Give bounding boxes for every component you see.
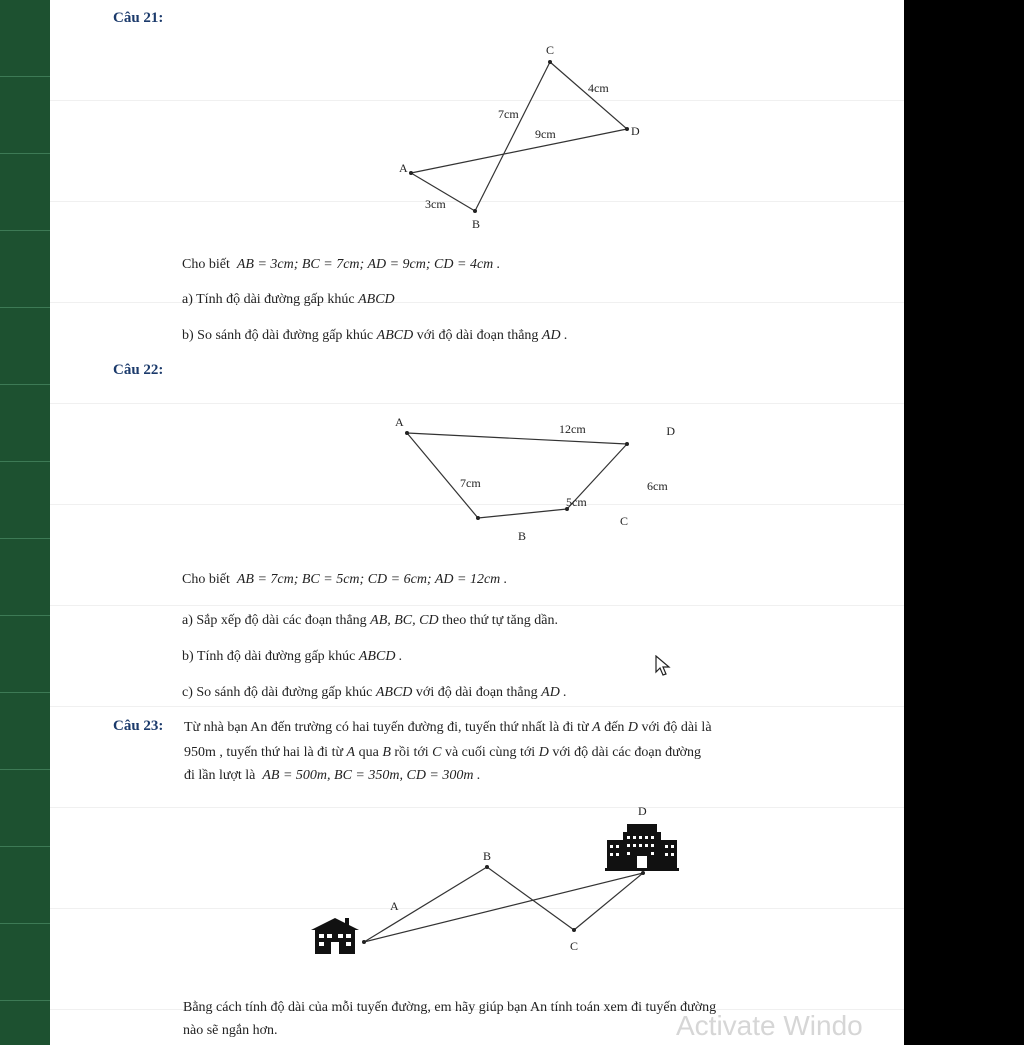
- q22-label-b: B: [518, 529, 527, 543]
- q21-point-b: [473, 209, 477, 213]
- q21-part-b: b) So sánh độ dài đường gấp khúc ABCD với độ dài đoạn thẳng AD .: [182, 328, 568, 343]
- q22-len-bc: 5cm: [566, 495, 587, 509]
- q22-figure: [380, 410, 680, 550]
- worksheet-page: [50, 0, 904, 1045]
- q22-part-a: a) Sắp xếp độ dài các đoạn thẳng AB, BC, CD theo thứ tự tăng dần.: [182, 613, 558, 628]
- q23-seg-ab: [364, 867, 487, 942]
- q21-seg-cd: [550, 62, 627, 129]
- q23-point-c: [572, 928, 576, 932]
- q22-seg-ad: [407, 433, 627, 444]
- q22-point-d: [625, 442, 629, 446]
- q23-label-d: D: [638, 804, 647, 818]
- q23-closing-line2: nào sẽ ngắn hơn.: [183, 1023, 278, 1038]
- q22-label-a: A: [395, 415, 404, 429]
- q23-label-c: C: [570, 939, 579, 953]
- q23-label-a: A: [390, 899, 399, 913]
- q21-point-d: [625, 127, 629, 131]
- q23-closing-line1: Bằng cách tính độ dài của mỗi tuyến đường, em hãy giúp bạn An tính toán xem đi tuyến đường: [183, 1000, 717, 1015]
- black-margin: [904, 0, 1024, 1045]
- q21-point-a: [409, 171, 413, 175]
- q21-len-cd: 4cm: [588, 81, 609, 95]
- q23-line3: đi lần lượt là AB = 500m, BC = 350m, CD = 300m .: [184, 768, 481, 783]
- q22-part-b: b) Tính độ dài đường gấp khúc ABCD .: [182, 649, 403, 664]
- q23-point-a: [362, 940, 366, 944]
- q23-point-d: [641, 871, 645, 875]
- q23-heading: Câu 23:: [113, 718, 164, 734]
- q21-len-ad: 9cm: [535, 127, 556, 141]
- q23-seg-bc: [487, 867, 574, 930]
- school-icon: [605, 824, 679, 871]
- chalkboard-strip: [0, 0, 50, 1045]
- q21-len-ab: 3cm: [425, 197, 446, 211]
- q22-len-ad: 12cm: [559, 422, 586, 436]
- q21-figure: [390, 40, 650, 240]
- q23-line2: 950m , tuyến thứ hai là đi từ A qua B rồi tới C và cuối cùng tới D với độ dài các đoạn đường: [184, 745, 702, 760]
- q22-point-a: [405, 431, 409, 435]
- q21-label-a: A: [399, 161, 408, 175]
- q22-given-math: AB = 7cm; BC = 5cm; CD = 6cm; AD = 12cm .: [236, 572, 508, 587]
- q21-label-d: D: [631, 124, 640, 138]
- q21-label-c: C: [546, 43, 555, 57]
- q21-len-bc: 7cm: [498, 107, 519, 121]
- q22-given: Cho biết AB = 7cm; BC = 5cm; CD = 6cm; AD = 12cm .: [182, 572, 508, 587]
- mouse-cursor-icon: [655, 655, 673, 679]
- q21-given: Cho biết AB = 3cm; BC = 7cm; AD = 9cm; CD = 4cm .: [182, 257, 501, 272]
- q22-seg-bc: [478, 509, 567, 518]
- q22-part-c: c) So sánh độ dài đường gấp khúc ABCD với độ dài đoạn thẳng AD .: [182, 685, 567, 700]
- q21-part-a: a) Tính độ dài đường gấp khúc ABCD: [182, 292, 395, 307]
- q22-label-d: D: [666, 424, 675, 438]
- q22-heading: Câu 22:: [113, 362, 164, 378]
- q21-label-b: B: [472, 217, 481, 231]
- q22-len-cd: 6cm: [647, 479, 668, 493]
- q21-point-c: [548, 60, 552, 64]
- q21-heading: Câu 21:: [113, 10, 164, 26]
- q21-seg-ad: [411, 129, 627, 173]
- q23-line1: Từ nhà bạn An đến trường có hai tuyến đường đi, tuyến thứ nhất là đi từ A đến D với độ dài là: [184, 720, 712, 735]
- q22-point-b: [476, 516, 480, 520]
- q23-point-b: [485, 865, 489, 869]
- activate-windows-watermark: Activate Windo: [676, 1010, 863, 1041]
- q22-len-ab: 7cm: [460, 476, 481, 490]
- house-icon: [311, 918, 359, 954]
- q21-given-math: AB = 3cm; BC = 7cm; AD = 9cm; CD = 4cm .: [236, 257, 501, 272]
- q22-label-c: C: [620, 514, 629, 528]
- q23-figure: [305, 798, 745, 973]
- q23-label-b: B: [483, 849, 492, 863]
